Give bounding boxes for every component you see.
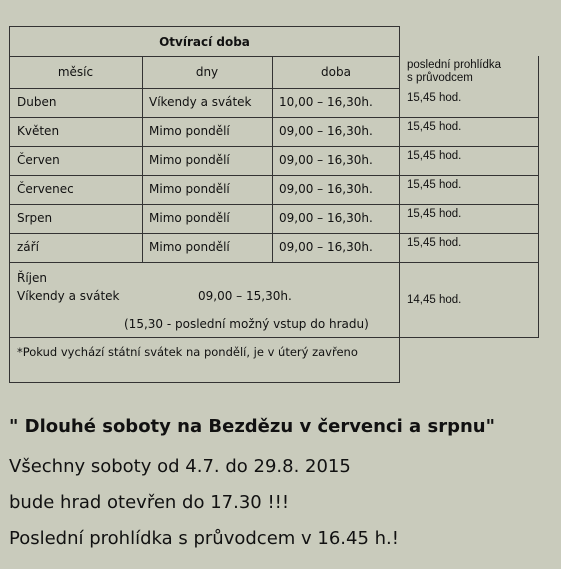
header-month: měsíc: [57, 65, 94, 79]
row-time: 09,00 – 16,30h.: [279, 153, 373, 167]
header-divider: [9, 88, 400, 89]
row-last-tour: 15,45 hod.: [407, 92, 462, 104]
last-tour-divider: [400, 175, 538, 176]
row-divider: [9, 146, 400, 147]
title-divider: [9, 56, 400, 57]
last-tour-divider: [400, 262, 538, 263]
last-tour-divider: [400, 146, 538, 147]
last-tour-divider: [400, 337, 538, 338]
footnote: *Pokud vychází státní svátek na pondělí, je v úterý zavřeno: [17, 345, 358, 359]
row-last-tour: 15,45 hod.: [407, 179, 462, 191]
row-divider: [9, 337, 400, 338]
row-time: 10,00 – 16,30h.: [279, 95, 373, 109]
last-tour-divider: [400, 204, 538, 205]
row-month: Duben: [17, 95, 57, 109]
row-time: 09,00 – 16,30h.: [279, 124, 373, 138]
col-divider: [142, 56, 143, 262]
october-time: 09,00 – 15,30h.: [198, 289, 292, 303]
row-divider: [9, 175, 400, 176]
row-month: Květen: [17, 124, 60, 138]
row-time: 09,00 – 16,30h.: [279, 211, 373, 225]
october-days: Víkendy a svátek: [17, 289, 120, 303]
row-time: 09,00 – 16,30h.: [279, 240, 373, 254]
row-month: Červenec: [17, 182, 74, 196]
row-days: Mimo pondělí: [149, 124, 230, 138]
row-month: Srpen: [17, 211, 53, 225]
october-month: Říjen: [17, 271, 47, 285]
row-last-tour: 15,45 hod.: [407, 121, 462, 133]
row-last-tour: 15,45 hod.: [407, 150, 462, 162]
announcement-heading: " Dlouhé soboty na Bezdězu v červenci a srpnu": [9, 416, 495, 437]
row-divider: [9, 117, 400, 118]
announcement-line-3: Poslední prohlídka s průvodcem v 16.45 h.!: [9, 528, 399, 549]
announcement-line-1: Všechny soboty od 4.7. do 29.8. 2015: [9, 456, 351, 477]
row-divider: [9, 233, 400, 234]
october-last-tour: 14,45 hod.: [407, 294, 462, 306]
row-days: Mimo pondělí: [149, 240, 230, 254]
october-note: (15,30 - poslední možný vstup do hradu): [124, 317, 369, 331]
row-days: Mimo pondělí: [149, 153, 230, 167]
header-time: doba: [321, 65, 351, 79]
row-last-tour: 15,45 hod.: [407, 237, 462, 249]
row-last-tour: 15,45 hod.: [407, 208, 462, 220]
row-days: Mimo pondělí: [149, 182, 230, 196]
row-divider: [9, 262, 400, 263]
row-month: září: [17, 240, 39, 254]
row-divider: [9, 204, 400, 205]
last-tour-divider: [400, 117, 538, 118]
row-time: 09,00 – 16,30h.: [279, 182, 373, 196]
row-days: Víkendy a svátek: [149, 95, 252, 109]
last-tour-divider: [400, 233, 538, 234]
last-tour-column-right-border: [538, 56, 539, 338]
col-divider: [272, 56, 273, 262]
row-days: Mimo pondělí: [149, 211, 230, 225]
table-title: Otvírací doba: [159, 35, 250, 49]
header-days: dny: [195, 65, 219, 79]
header-last-tour: poslední prohlídka s průvodcem: [407, 59, 501, 84]
announcement-line-2: bude hrad otevřen do 17.30 !!!: [9, 492, 290, 513]
row-month: Červen: [17, 153, 60, 167]
